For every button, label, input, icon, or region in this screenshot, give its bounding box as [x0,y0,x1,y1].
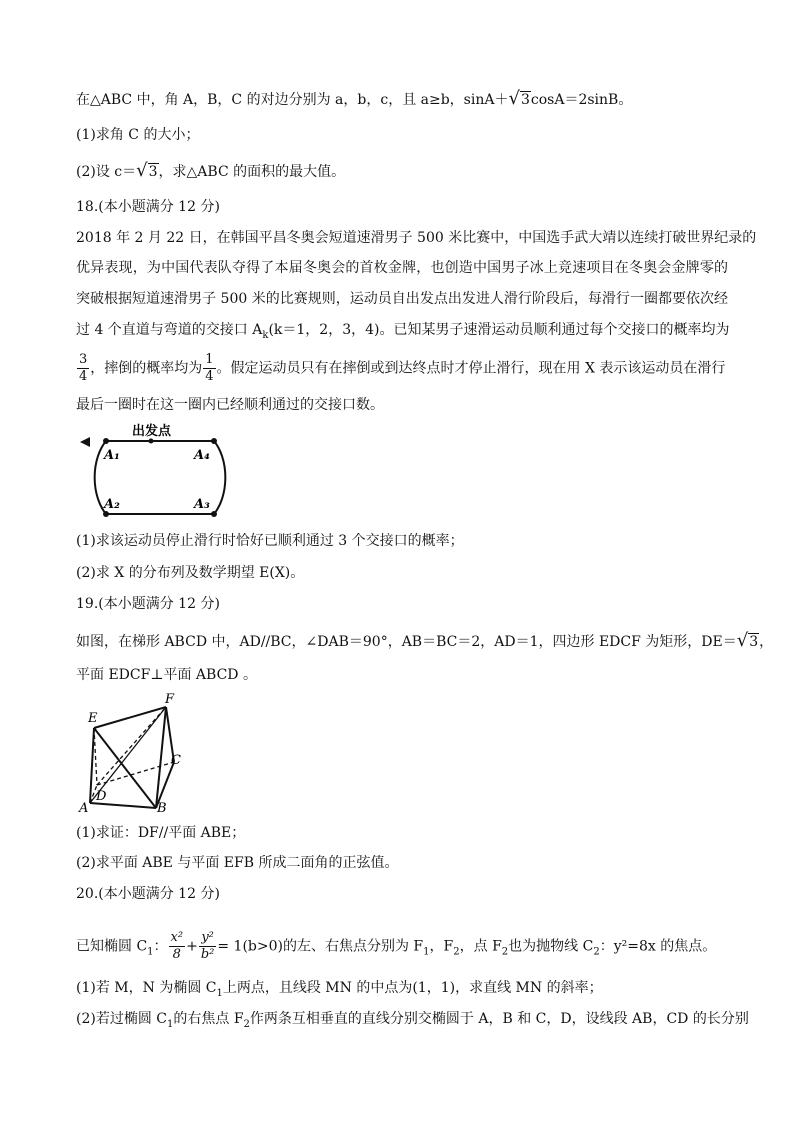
p19-question-2: (2)求平面 ABE 与平面 EFB 所成二面角的正弦值。 [76,855,399,871]
label-c: C [171,753,181,768]
p18-question-1: (1)求该运动员停止滑行时恰好已顺利通过 3 个交接口的概率； [76,533,464,549]
p18-text-line: 优异表现，为中国代表队夺得了本届冬奥会的首枚金牌，也创造中国男子冰上竞速项目在冬奥会金牌零的 [76,260,728,276]
p17-question-1: (1)求角 C 的大小； [76,127,200,143]
label-f: F [165,692,175,707]
fraction: $\frac{\text{y²}}{\text{b²}}$ [200,930,215,962]
label-b: B [157,801,167,815]
p20-text-line: 已知椭圆 $C_1$： $\frac{\text{x²}}{8}$ + $\frac{\text{y²}}{\text{b²}}$ = 1(b>0)的左、右焦点分别为 $F_1$，$F_2$，点 $F_2$也为抛物线 $C_2$：y²=8x 的焦点。 [76,930,717,962]
label-a3: A₃ [194,497,210,512]
fraction: $\frac{\text{x²}}{8}$ [170,930,184,962]
p18-question-2: (2)求 X 的分布列及数学期望 E(X)。 [76,565,305,581]
label-a: A [79,801,89,815]
p20-header: 20.(本小题满分 12 分) [76,886,220,902]
label-a1: A₁ [104,448,120,463]
label-a2: A₂ [104,497,120,512]
p18-header: 18.(本小题满分 12 分) [76,199,220,215]
start-point [149,439,154,444]
junction-point [103,438,109,444]
p17-question-2: (2)设 c＝√3，求△ABC 的面积的最大值。 [76,160,346,181]
fraction: $\frac{3}{4}$ [79,352,88,384]
p18-text-line: 最后一圈时在这一圈内已经顺利通过的交接口数。 [76,397,384,413]
junction-point [211,438,217,444]
p19-text-line: 如图，在梯形 ABCD 中，AD//BC，∠DAB＝90°，AB＝BC＝2，AD＝1，四边形 EDCF 为矩形，DE＝√3， [76,630,774,651]
fraction: $\frac{1}{4}$ [205,352,214,384]
p20-question-2: (2)若过椭圆 $C_1$的右焦点 $F_2$作两条互相垂直的直线分别交椭圆于 A，B 和 C，D，设线段 AB，CD 的长分别 [76,1011,749,1030]
p19-question-1: (1)求证：DF//平面 ABE； [76,825,246,841]
label-e: E [88,711,98,726]
p17-stem: 在△ABC 中，角 A，B，C 的对边分别为 a，b，c，且 a≥b，sinA＋√3cosA＝2sinB。 [76,88,633,109]
p19-header: 19.(本小题满分 12 分) [76,596,220,612]
track-figure [76,418,246,523]
p19-text-line: 平面 EDCF⊥平面 ABCD 。 [76,667,257,683]
start-label: 出发点 [132,424,172,439]
p18-text-line: 过 4 个直道与弯道的交接口 $A_k(k=1$，2，3，4)。已知某男子速滑运动员顺利通过每个交接口的概率均为 [76,322,730,341]
p20-question-1: (1)若 M，N 为椭圆 $C_1$上两点，且线段 MN 的中点为(1，1)，求直线 MN 的斜率； [76,980,603,999]
sqrt-symbol: √3 [736,630,759,651]
sqrt-symbol: √3 [136,160,158,181]
arrow-icon [80,437,90,447]
junction-point [211,511,217,517]
sqrt-symbol: √3 [508,88,530,109]
p18-text-line: 突破根据短道速滑男子 500 米的比赛规则，运动员自出发点出发进人滑行阶段后，每滑行一圈都要依次经 [76,291,728,307]
solid-figure [76,690,186,815]
p18-text-line: $\frac{3}{4}$ ，摔倒的概率均为 $\frac{1}{4}$ 。假定运动员只有在摔倒或到达终点时才停止滑行，现在用 X 表示该运动员在滑行 [79,352,726,384]
p18-text-line: 2018 年 2 月 22 日，在韩国平昌冬奥会短道速滑男子 500 米比赛中，中国选手武大靖以连续打破世界纪录的 [76,230,757,246]
label-d: D [96,789,107,804]
label-a4: A₄ [194,448,210,463]
